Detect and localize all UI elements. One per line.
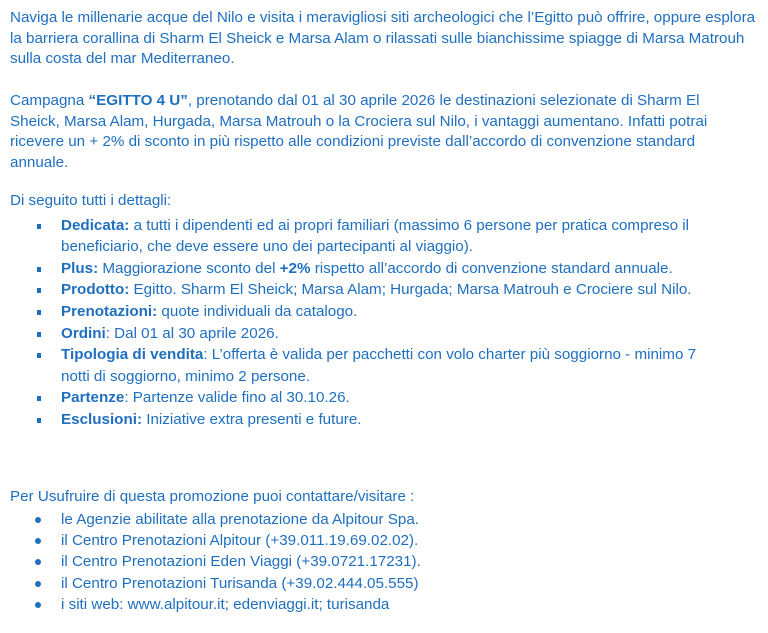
contacts-section xyxy=(10,487,760,615)
item-label: Esclusioni: xyxy=(61,411,143,429)
item-text: rispetto all’accordo di convenzione standard annuale. xyxy=(310,259,673,277)
campaign-text: , prenotando dal 01 al 30 aprile 2026 le destinazioni selezionate di Sharm El Sheick, Marsa Alam, Hurgada, Marsa Matrouh o la Crociera sul Nilo, i vantaggi aumentano. Infatti potrai ricevere un + 2% di sconto in più rispetto alle condizioni previste dall’accordo di convenzione standard annuale. xyxy=(10,92,708,172)
contacts-list xyxy=(10,509,760,615)
item-label: Dedicata: xyxy=(61,216,130,234)
item-label: Prodotto: xyxy=(61,281,130,299)
item-text: : L’offerta è valida per pacchetti con volo charter più soggiorno - minimo 7 notti di soggiorno, minimo 2 persone. xyxy=(61,346,697,385)
item-label: Ordini xyxy=(61,324,106,342)
item-text: Iniziative extra presenti e future. xyxy=(142,411,362,429)
item-text: Maggiorazione sconto del xyxy=(98,259,280,277)
item-label: Partenze xyxy=(61,389,125,407)
item-text: Egitto. Sharm El Sheick; Marsa Alam; Hurgada; Marsa Matrouh e Crociere sul Nilo. xyxy=(129,281,692,299)
campaign-paragraph xyxy=(10,91,730,174)
item-label: Tipologia di vendita xyxy=(61,346,204,364)
contact-item: le Agenzie abilitate alla prenotazione da Alpitour Spa. xyxy=(10,509,760,530)
details-section xyxy=(10,191,760,431)
contact-item: i siti web: www.alpitour.it; edenviaggi.it; turisanda xyxy=(10,594,760,615)
item-text: : Dal 01 al 30 aprile 2026. xyxy=(105,324,279,342)
contact-item: il Centro Prenotazioni Eden Viaggi (+39.0721.17231). xyxy=(10,551,760,572)
campaign-name: “EGITTO 4 U” xyxy=(88,92,188,109)
details-item-prenotazioni xyxy=(10,301,710,323)
contact-item: il Centro Prenotazioni Turisanda (+39.02.444.05.555) xyxy=(10,573,760,594)
details-item-plus xyxy=(10,258,768,280)
details-item-dedicata xyxy=(10,215,710,258)
item-label: Plus: xyxy=(61,259,99,277)
item-label: Prenotazioni: xyxy=(61,303,158,321)
item-text: quote individuali da catalogo. xyxy=(157,303,358,321)
campaign-prefix: Campagna xyxy=(10,92,89,109)
item-bold: +2% xyxy=(279,259,311,277)
intro-paragraph xyxy=(10,8,760,70)
contact-item: il Centro Prenotazioni Alpitour (+39.011.19.69.02.02). xyxy=(10,530,760,551)
item-text: : Partenze valide fino al 30.10.26. xyxy=(124,389,350,407)
contacts-heading: Per Usufruire di questa promozione puoi contattare/visitare : xyxy=(10,488,415,505)
details-item-ordini xyxy=(10,323,710,345)
intro-text: Naviga le millenarie acque del Nilo e visita i meravigliosi siti archeologici che l’Egitto può offrire, oppure esplora la barriera corallina di Sharm El Sheick e Marsa Alam o rilassati sulle bianchissime spiagge di Marsa Matrouh sulla costa del mar Mediterraneo. xyxy=(10,9,756,68)
details-item-prodotto xyxy=(10,279,710,301)
item-text: a tutti i dipendenti ed ai propri familiari (massimo 6 persone per pratica compreso il beneficiario, che deve essere uno dei partecipanti al viaggio). xyxy=(61,216,690,256)
details-item-partenze xyxy=(10,387,710,409)
details-list xyxy=(10,215,710,431)
details-heading: Di seguito tutti i dettagli: xyxy=(10,192,172,209)
details-item-esclusioni xyxy=(10,409,710,431)
details-item-tipologia xyxy=(10,344,710,387)
